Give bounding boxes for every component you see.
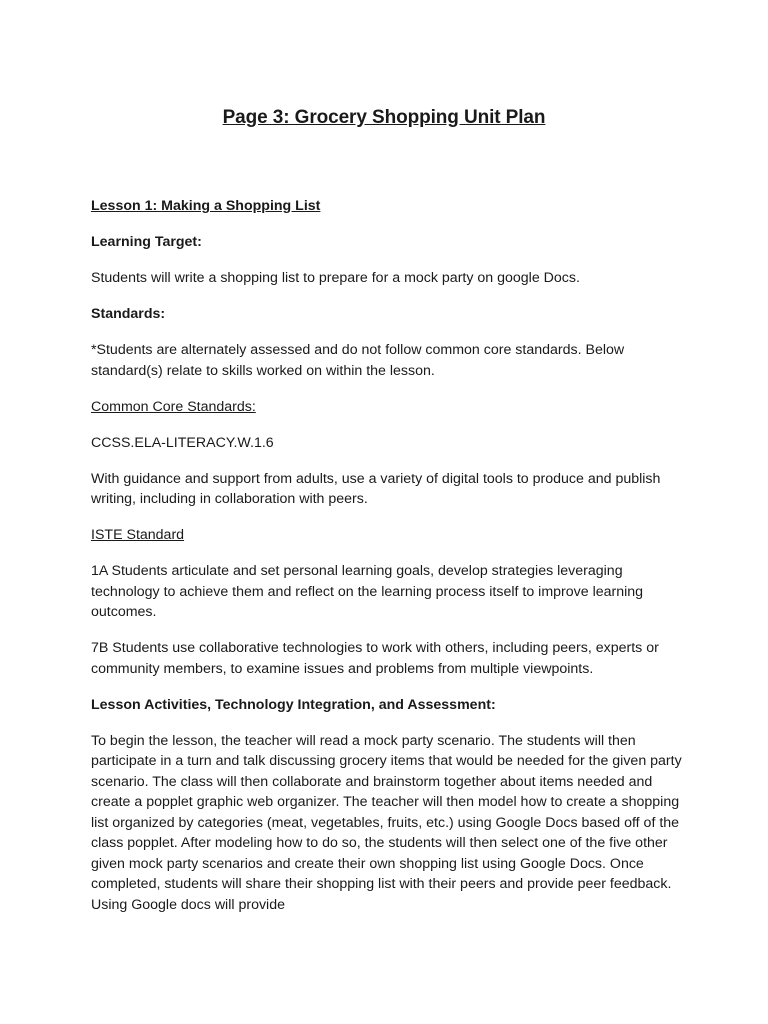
iste-standard-1a: 1A Students articulate and set personal learning goals, develop strategies leveraging technology to achieve them and reflect on the learning process itself to improve learning outcomes. [91,563,644,620]
page-title: Page 3: Grocery Shopping Unit Plan [222,107,546,128]
activities-label: Lesson Activities, Technology Integration, and Assessment: [91,696,496,713]
iste-standard-7b: 7B Students use collaborative technologies to work with others, including peers, experts or community members, to examine issues and problems from multiple viewpoints. [91,640,659,677]
learning-target-text: Students will write a shopping list to prepare for a mock party on google Docs. [91,270,580,286]
common-core-standards-label: Common Core Standards: [91,398,256,415]
standards-label: Standards: [91,306,166,322]
lesson-heading: Lesson 1: Making a Shopping List [91,198,321,214]
learning-target-label: Learning Target: [91,234,202,250]
document-body [91,196,683,931]
ccss-code: CCSS.ELA-LITERACY.W.1.6 [91,434,274,451]
iste-standard-label: ISTE Standard [91,527,185,543]
ccss-text: With guidance and support from adults, use a variety of digital tools to produce and publish writing, including in collaboration with peers. [91,470,661,507]
activities-text: To begin the lesson, the teacher will read a mock party scenario. The students will then participate in a turn and talk discussing grocery items that would be needed for the given party scenario. The class will then collaborate and brainstorm together about items needed and create a popplet graphic web organizer. The teacher will then model how to create a shopping list organized by categories (meat, vegetables, fruits, etc.) using Google Docs based off of the class popplet. After modeling how to do so, the students will then select one of the five other given mock party scenarios and create their own shopping list using Google Docs. Once completed, students will share their shopping list with their peers and provide peer feedback. Using Google docs will provide [91,732,682,913]
standards-note: *Students are alternately assessed and do not follow common core standards. Below standard(s) relate to skills worked on within the lesson. [91,342,625,379]
